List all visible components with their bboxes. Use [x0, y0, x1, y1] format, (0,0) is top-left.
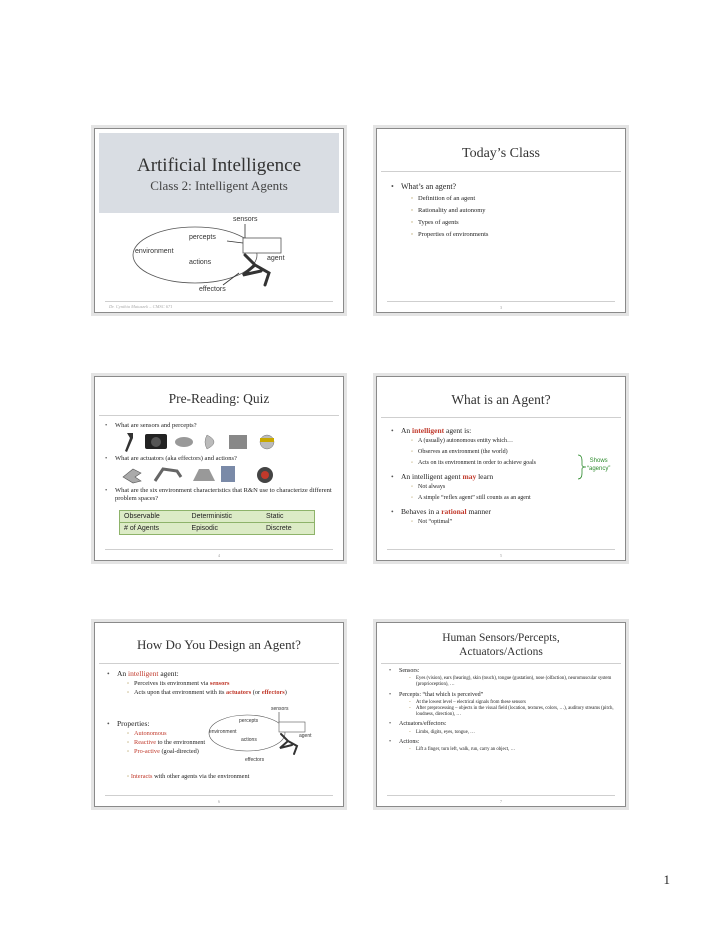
sub-item: ◦ At the lowest level – electrical signals from these sensors [409, 700, 617, 706]
robot-arm-icon [155, 469, 181, 481]
sub-item: ◦ Pro-active (goal-directed) [127, 747, 217, 756]
agency-note-line: “agency” [587, 466, 611, 472]
title-divider [99, 663, 339, 664]
robot-figure [280, 734, 297, 754]
sub-item: ◦ Observes an environment (the world) [411, 447, 621, 458]
gripper-icon [123, 469, 141, 483]
bullet-item: • Percepts: “that which is perceived” ◦ At the lowest level – electrical signals from these sensors ◦ After preprocessing – objects in the visual field (location, textures, colors, …), auditory streams (pitch, loudness, direction), … [389, 692, 617, 719]
footer-line [105, 549, 333, 550]
robot-icon [221, 466, 235, 482]
agent-box [279, 722, 305, 732]
slide-footer: Dr. Cynthia Matuszek – CMSC 671 [109, 304, 173, 309]
sub-item: ◦ Properties of environments [411, 229, 615, 241]
sub-item: ◦ Perceives its environment via sensors [127, 679, 339, 688]
diagram-effectors-label: effectors [199, 286, 226, 293]
sub-item: ◦ Lift a finger, turn left, walk, run, carry an object, … [409, 747, 617, 753]
bullet-item: • Sensors: ◦ Eyes (vision), ears (hearing), skin (touch), tongue (gustation), nose (olfaction), neuromuscular system (proprioception), … [389, 668, 617, 689]
diagram-environment-label: environment [135, 248, 174, 255]
agency-note-line: Shows [589, 458, 608, 464]
diagram-actions-label: actions [189, 259, 212, 266]
agent-box [243, 238, 281, 253]
sensor-images [117, 430, 287, 452]
actuator-images [117, 463, 287, 485]
sub-item: ◦ Limbs, digits, eyes, tongue, … [409, 730, 617, 736]
microphone-icon [125, 433, 133, 452]
agent-diagram [95, 211, 344, 311]
slide-title [94, 128, 344, 313]
table-row [120, 511, 315, 523]
slide-title-text: What is an Agent? [451, 392, 551, 407]
interacts-line: ◦ Interacts with other agents via the environment [127, 773, 250, 780]
slide-todays-class [376, 128, 626, 313]
bullet-item: • Actions: ◦ Lift a finger, turn left, walk, run, carry an object, … [389, 739, 617, 753]
bullet-item: • An intelligent agent is: ◦ A (usually) autonomous entity which… ◦ Observes an environment (the world) ◦ Acts on its environment in order to achieve goals [391, 426, 621, 469]
footer-line [387, 549, 615, 550]
agency-note [587, 457, 610, 473]
slide-title-text: Pre-Reading: Quiz [168, 391, 270, 406]
robot-hand-icon [193, 469, 215, 481]
diagram-environment-label: environment [209, 729, 237, 735]
title-divider [99, 415, 339, 416]
title-divider [381, 663, 621, 664]
table-cell: Episodic [191, 525, 219, 532]
table-cell: Discrete [265, 525, 292, 532]
slide-subtitle-text: Class 2: Intelligent Agents [150, 178, 288, 193]
slide-human-sensors [376, 622, 626, 807]
diagram-percepts-label: percepts [239, 718, 259, 724]
diagram-effectors-label: effectors [245, 757, 265, 763]
diagram-agent-label: agent [299, 733, 312, 739]
sub-item: ◦ Rationality and autonomy [411, 205, 615, 217]
slide-title-text: How Do You Design an Agent? [137, 637, 301, 652]
sub-item: ◦ Definition of an agent [411, 193, 615, 205]
table-cell: Observable [124, 513, 160, 520]
agent-diagram [207, 703, 337, 773]
table-cell: Deterministic [191, 513, 232, 520]
bullet-item: • What’s an agent? ◦ Definition of an agent ◦ Rationality and autonomy ◦ Types of agents ◦ Properties of environments [391, 182, 615, 241]
diagram-actions-label: actions [241, 737, 257, 743]
slide-title-text: Artificial Intelligence [136, 155, 302, 176]
sub-item: ◦ A (usually) autonomous entity which… [411, 436, 621, 447]
sub-item: ◦ A simple “reflex agent” still counts as an agent [411, 493, 621, 504]
footer-line [105, 795, 333, 796]
slide-title-text [377, 631, 625, 659]
table-cell: # of Agents [124, 525, 160, 532]
slide-pre-reading-quiz [94, 376, 344, 561]
sonar-icon [205, 435, 214, 449]
sub-item: ◦ Acts upon that environment with its actuators (or effectors) [127, 688, 339, 697]
rangefinder-icon [229, 435, 247, 449]
sub-item: ◦ Not “optimal” [411, 517, 621, 528]
percepts-arrow [227, 241, 243, 243]
sub-item: ◦ After preprocessing – objects in the visual field (location, textures, colors, …), auditory streams (pitch, loudness, direction), … [409, 706, 617, 718]
bullet-item: • Behaves in a rational manner ◦ Not “optimal” [391, 507, 621, 528]
slide-number: 3 [500, 305, 502, 310]
effectors-arrow [223, 273, 239, 285]
slide-what-is-an-agent [376, 376, 626, 561]
slide-title-text: Today’s Class [462, 146, 540, 161]
slide-design-agent [94, 622, 344, 807]
bullet-list [391, 182, 615, 241]
diagram-sensors-label: sensors [271, 706, 289, 712]
footer-line [387, 301, 615, 302]
sub-item: ◦ Reactive to the environment [127, 738, 217, 747]
footer-line [105, 301, 333, 302]
title-divider [381, 417, 621, 418]
slide-title-line: Human Sensors/Percepts, [442, 632, 560, 644]
environment-properties-table [119, 510, 315, 535]
quiz-question-2: • What are actuators (aka effectors) and actions? [105, 455, 337, 462]
slide-number: 4 [218, 553, 220, 558]
bullet-item: • Actuators/effectors: ◦ Limbs, digits, eyes, tongue, … [389, 721, 617, 735]
slide-number: 7 [500, 799, 502, 804]
title-divider [381, 171, 621, 172]
page-number: 1 [663, 872, 670, 887]
quiz-question-3: • What are the six environment characteristics that R&N use to characterize different problem spaces? [105, 487, 337, 503]
sensor-chip-icon [175, 437, 193, 447]
table-row [120, 523, 315, 535]
slide-number: 6 [218, 799, 220, 804]
diagram-sensors-label: sensors [233, 216, 258, 223]
bullet-item: • Properties: ◦ Autonomous ◦ Reactive to the environment ◦ Pro-active (goal-directed) [107, 719, 217, 756]
title-band [99, 133, 339, 213]
brace-icon [577, 454, 587, 480]
quiz-question-1: • What are sensors and percepts? [105, 422, 337, 429]
sub-item: ◦ Not always [411, 482, 621, 493]
bullet-item: • An intelligent agent: ◦ Perceives its environment via sensors ◦ Acts upon that environment with its actuators (or effectors) [107, 669, 339, 697]
sub-item: ◦ Acts on its environment in order to achieve goals [411, 458, 621, 469]
slide-title-line: Actuators/Actions [459, 646, 543, 658]
table-cell: Static [265, 513, 284, 520]
diagram-percepts-label: percepts [189, 234, 216, 241]
sub-item: ◦ Autonomous [127, 729, 217, 738]
footer-line [387, 795, 615, 796]
sub-item: ◦ Types of agents [411, 217, 615, 229]
slide-number: 5 [500, 553, 502, 558]
diagram-agent-label: agent [267, 255, 285, 262]
sub-item: ◦ Eyes (vision), ears (hearing), skin (touch), tongue (gustation), nose (olfaction), neuromuscular system (proprioception), … [409, 676, 617, 688]
bullet-item: • An intelligent agent may learn ◦ Not always ◦ A simple “reflex agent” still counts as an agent [391, 472, 621, 504]
